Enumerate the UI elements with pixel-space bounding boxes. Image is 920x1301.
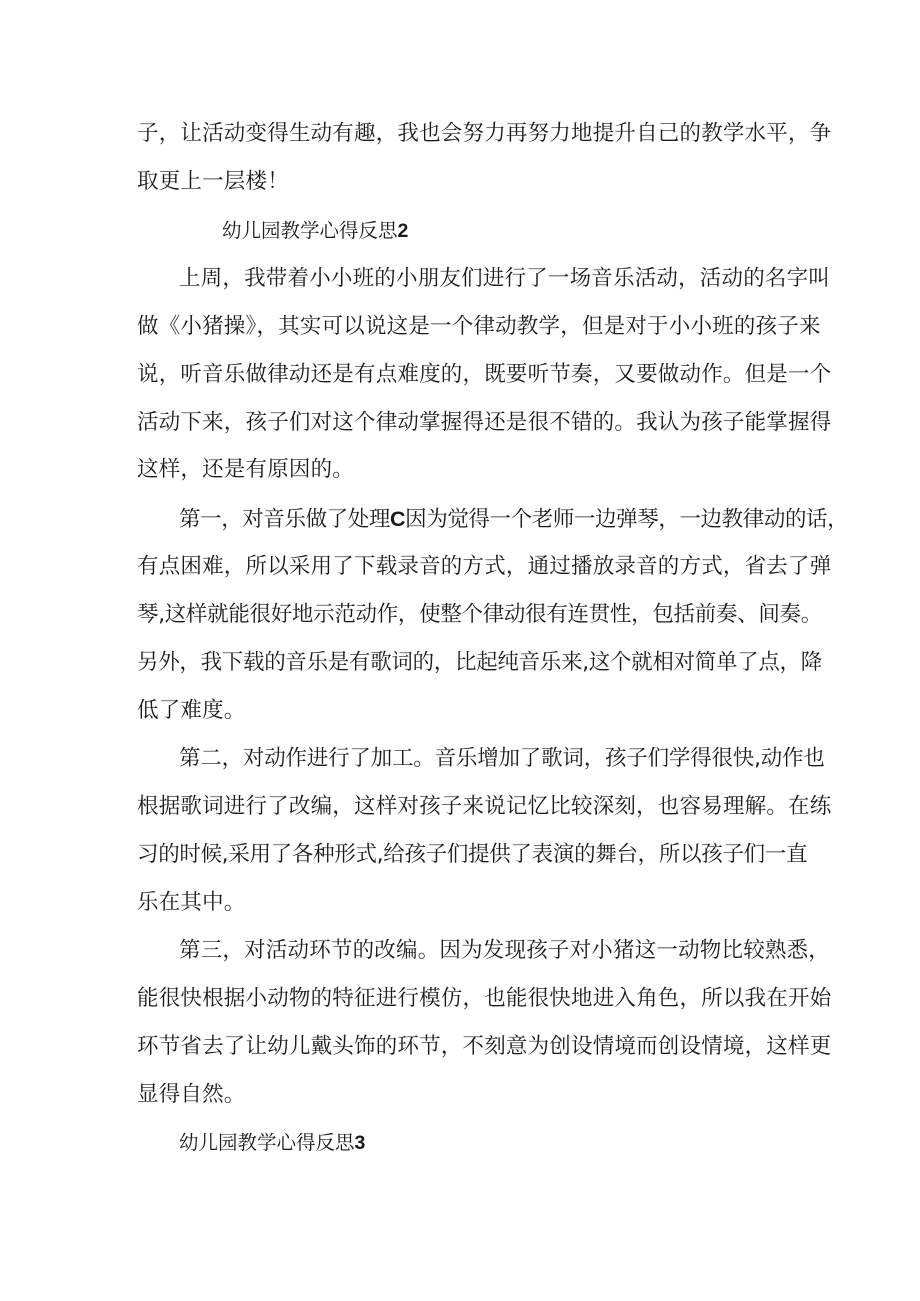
intro-line-1: 子，让活动变得生动有趣，我也会努力再努力地提升自己的教学水平，争 — [137, 121, 832, 146]
section-3-heading-number: 3 — [354, 1132, 366, 1154]
p1-line-4: 活动下来，孩子们对这个律动掌握得还是很不错的。我认为孩子能掌握得 — [137, 410, 832, 435]
p3-line-3: 习的时候,采用了各种形式,给孩子们提供了表演的舞台，所以孩子们一直 — [137, 842, 808, 867]
p1-line-3: 说，听音乐做律动还是有点难度的，既要听节奏，又要做动作。但是一个 — [137, 362, 832, 387]
section-2-heading — [222, 216, 408, 246]
section-3-heading-text: 幼儿园教学心得反思 — [179, 1131, 355, 1154]
p2-line-2: 有点困难，所以采用了下载录音的方式，通过播放录音的方式，省去了弹 — [137, 554, 832, 579]
p2-line-3: 琴,这样就能很好地示范动作，使整个律动很有连贯性，包括前奏、间奏。 — [137, 602, 822, 627]
p2-line-1-after: 因为觉得一个老师一边弹琴，一边教律动的话， — [405, 507, 849, 532]
p2-line-1 — [179, 504, 848, 535]
p2-line-1-before: 第一，对音乐做了处理 — [179, 507, 391, 532]
p1-line-5: 这样，还是有原因的。 — [137, 457, 355, 482]
p1-line-1: 上周，我带着小小班的小朋友们进行了一场音乐活动，活动的名字叫 — [179, 266, 831, 291]
p3-line-4: 乐在其中。 — [137, 890, 246, 915]
p2-line-4: 另外，我下载的音乐是有歌词的，比起纯音乐来,这个就相对简单了点，降 — [137, 650, 822, 675]
intro-line-2: 取更上一层楼！ — [137, 169, 289, 194]
p4-line-3: 环节省去了让幼儿戴头饰的环节，不刻意为创设情境而创设情境，这样更 — [137, 1034, 832, 1059]
p4-line-1: 第三，对活动环节的改编。因为发现孩子对小猪这一动物比较熟悉， — [179, 938, 831, 963]
p4-line-4: 显得自然。 — [137, 1082, 246, 1107]
p1-line-2: 做《小猪操》，其实可以说这是一个律动教学，但是对于小小班的孩子来 — [137, 314, 821, 339]
p2-line-5: 低了难度。 — [137, 698, 246, 723]
p2-line-1-mark: C — [390, 507, 406, 531]
p3-line-1: 第二，对动作进行了加工。音乐增加了歌词，孩子们学得很快,动作也 — [179, 746, 825, 771]
p4-line-2: 能很快根据小动物的特征进行模仿，也能很快地进入角色，所以我在开始 — [137, 986, 832, 1011]
section-2-heading-number: 2 — [397, 220, 409, 242]
section-3-heading — [179, 1128, 365, 1158]
section-2-heading-text: 幼儿园教学心得反思 — [222, 219, 398, 242]
p3-line-2: 根据歌词进行了改编，这样对孩子来说记忆比较深刻，也容易理解。在练 — [137, 794, 832, 819]
